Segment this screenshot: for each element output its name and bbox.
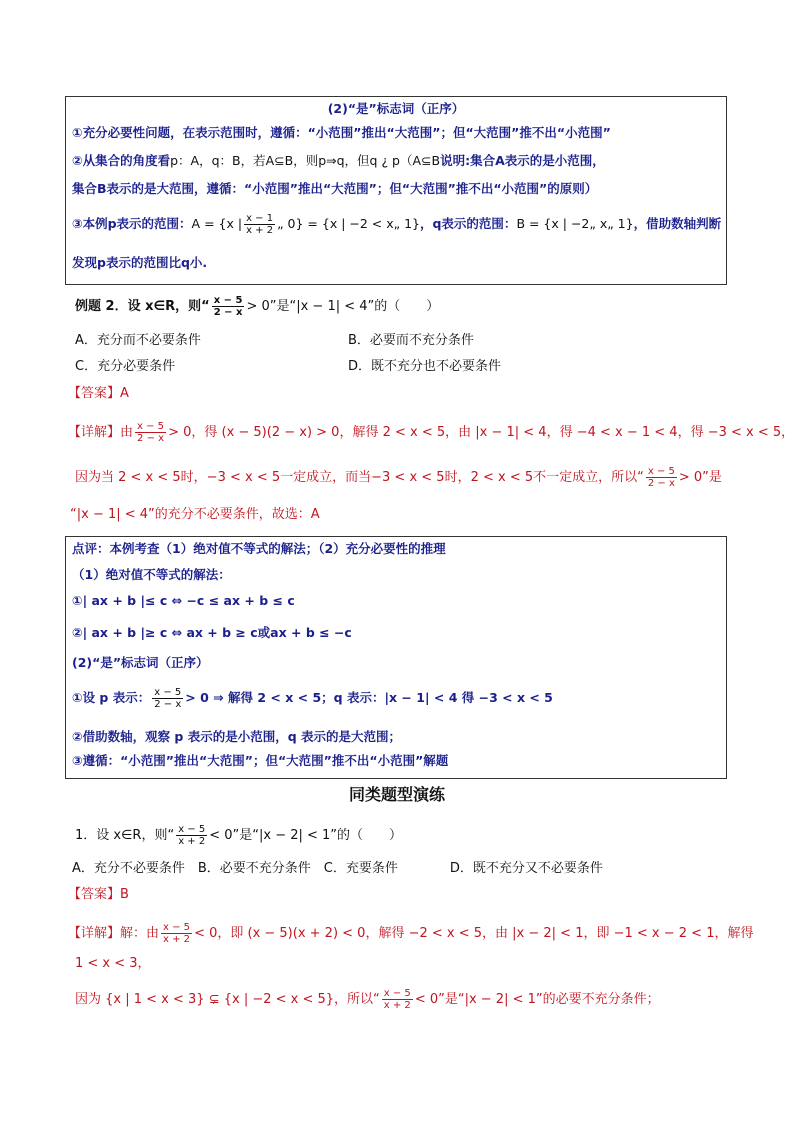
box1-line-5: 发现p表示的范围比q小. bbox=[72, 255, 208, 270]
box1-line-3: 集合B表示的是大范围，遵循：“小范围”推出“大范围”；但“大范围”推不出“小范围”的原则） bbox=[72, 181, 598, 196]
question-1-options: A．充分不必要条件 B．必要不充分条件 C．充要条件 D．既不充分又不必要条件 bbox=[72, 861, 603, 876]
note-box-2 bbox=[65, 536, 727, 779]
example-2-answer: 【答案】A bbox=[68, 386, 129, 401]
example-2-detail-line-1: 【详解】由 $\frac{x - 5}{2 - x}$ > 0，得 (x − 5)(2 − x) > 0，解得 2 < x < 5，由 |x − 1| < 4，得 −4 < x − 1 < 4，得 −3 < x < 5， bbox=[68, 421, 794, 444]
box2-line-8: ③遵循：“小范围”推出“大范围”；但“大范围”推不出“小范围”解题 bbox=[72, 753, 449, 768]
section-title: 同类题型演练 bbox=[348, 785, 445, 804]
example-2-detail-line-2: 因为当 2 < x < 5时，−3 < x < 5一定成立，而当−3 < x < 5时，2 < x < 5不一定成立，所以“ $\frac{x - 5}{2 - x}$ > 0”是 bbox=[75, 466, 722, 489]
box1-line-2: ②从集合的角度看p：A，q：B，若A⊆B，则p⇒q，但q ¿ p（A⊆B说明:集合A表示的是小范围， bbox=[72, 153, 605, 168]
question-1-detail-line-3: 因为 {x | 1 < x < 3} ⊊ {x | −2 < x < 5}，所以“ $\frac{x - 5}{x + 2}$ < 0”是“|x − 2| < 1”的必要不充分条件； bbox=[75, 988, 660, 1011]
example-2-question: 例题 2．设 x∈R，则“ $\frac{x - 5}{2 - x}$ > 0”是“|x − 1| < 4”的（ ） bbox=[75, 295, 440, 318]
box1-line-1: ①充分必要性问题，在表示范围时，遵循：“小范围”推出“大范围”；但“大范围”推不出“小范围” bbox=[72, 125, 611, 140]
box1-heading: (2)“是”标志词（正序） bbox=[327, 101, 465, 116]
example-2-option-b: B．必要而不充分条件 bbox=[348, 333, 474, 348]
box2-line-6: ①设 p 表示： $\frac{x - 5}{2 - x}$ > 0 ⇒ 解得 2 < x < 5；q 表示：|x − 1| < 4 得 −3 < x < 5 bbox=[72, 687, 553, 710]
box1-line-4: ③本例p表示的范围：A = {x | $\frac{x - 1}{x + 2}$ „ 0} = {x | −2 < x„ 1}，q表示的范围：B = {x | −2„ x„ 1}，借助数轴判断 bbox=[72, 213, 722, 236]
question-1-detail-line-1: 【详解】解：由 $\frac{x - 5}{x + 2}$ < 0，即 (x − 5)(x + 2) < 0，解得 −2 < x < 5，由 |x − 2| < 1，即 −1 < x − 2 < 1，解得 bbox=[68, 922, 754, 945]
box2-line-4: ②| ax + b |≥ c ⇔ ax + b ≥ c或ax + b ≤ −c bbox=[72, 625, 352, 640]
box2-line-1: 点评：本例考查（1）绝对值不等式的解法；（2）充分必要性的推理 bbox=[72, 541, 446, 556]
example-2-detail-line-3: “|x − 1| < 4”的充分不必要条件，故选：A bbox=[70, 507, 320, 522]
example-2-option-a: A．充分而不必要条件 bbox=[75, 333, 201, 348]
box2-line-7: ②借助数轴，观察 p 表示的是小范围，q 表示的是大范围； bbox=[72, 729, 402, 744]
note-box-1 bbox=[65, 96, 727, 285]
question-1-answer: 【答案】B bbox=[68, 887, 129, 902]
example-2-option-d: D．既不充分也不必要条件 bbox=[348, 359, 502, 374]
question-1-detail-line-2: 1 < x < 3， bbox=[75, 956, 151, 971]
example-2-option-c: C．充分必要条件 bbox=[75, 359, 176, 374]
box2-line-3: ①| ax + b |≤ c ⇔ −c ≤ ax + b ≤ c bbox=[72, 593, 295, 608]
question-1: 1．设 x∈R，则“ $\frac{x - 5}{x + 2}$ < 0”是“|x − 2| < 1”的（ ） bbox=[75, 824, 403, 847]
box2-line-5: (2)“是”标志词（正序） bbox=[72, 655, 209, 670]
box2-line-2: （1）绝对值不等式的解法： bbox=[72, 567, 231, 582]
